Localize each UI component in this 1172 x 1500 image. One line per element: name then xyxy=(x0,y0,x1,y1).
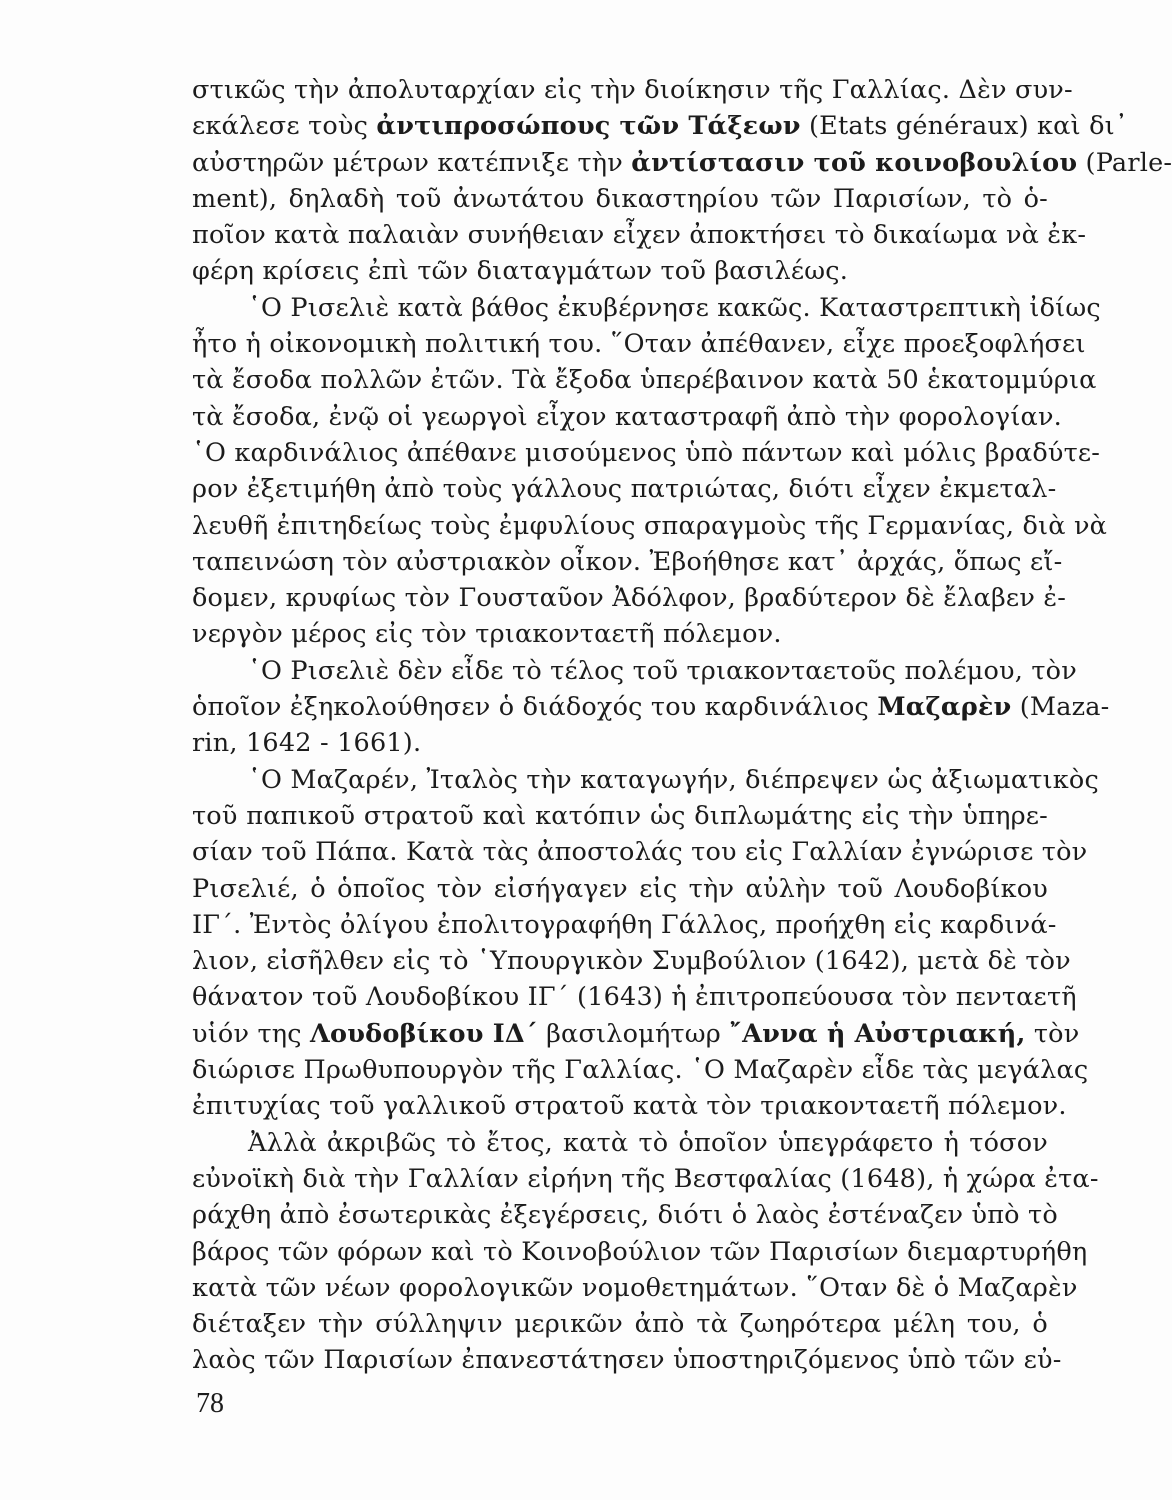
text-line xyxy=(192,181,1048,217)
page-number: 78 xyxy=(196,1388,224,1419)
text-run: στικῶς τὴν ἀπολυταρχίαν εἰς τὴν διοίκησιν τῆς Γαλλίας. Δὲν συν- xyxy=(192,75,1073,105)
text-run: νεργὸν μέρος εἰς τὸν τριακονταετῆ πόλεμον. xyxy=(192,619,782,650)
text-line xyxy=(192,798,1048,834)
text-line xyxy=(192,1052,1089,1088)
text-line xyxy=(192,834,1088,870)
text-run: ῾Ο καρδινάλιος ἀπέθανε μισούμενος ὑπὸ πάντων καὶ μόλις βραδύτε- xyxy=(192,437,1101,468)
text-run: αὐστηρῶν μέτρων κατέπνιξε τὴν xyxy=(192,147,632,178)
text-run: τὰ ἔσοδα πολλῶν ἐτῶν. Τὰ ἔξοδα ὑπερέβαινον κατὰ 50 ἑκατομμύρια xyxy=(192,365,1097,396)
text-run: λευθῆ ἐπιτηδείως τοὺς ἐμφυλίους σπαραγμοὺς τῆς Γερμανίας, διὰ νὰ xyxy=(192,510,1108,541)
text-run: θάνατον τοῦ Λουδοβίκου ΙΓ΄ (1643) ἡ ἐπιτροπεύουσα τὸν πενταετῆ xyxy=(192,982,1077,1013)
text-line xyxy=(192,907,1057,943)
text-line xyxy=(192,471,1057,507)
text-line xyxy=(192,725,1048,761)
text-run: (Maza- xyxy=(1011,692,1110,723)
text-line xyxy=(192,871,1048,907)
text-run: ράχθη ἀπὸ ἐσωτερικὰς ἐξεγέρσεις, διότι ὁ λαὸς ἐστέναζεν ὑπὸ τὸ xyxy=(192,1200,1058,1231)
bold-term: Λουδοβίκου ΙΔ΄ xyxy=(310,1018,538,1049)
text-line xyxy=(192,689,1110,725)
bold-term: ῎Αννα ἡ Αὐστριακή, xyxy=(729,1018,1026,1049)
text-run: (Parle- xyxy=(1077,147,1172,178)
text-line xyxy=(192,508,1108,544)
text-line xyxy=(192,1197,1058,1233)
text-run: λιον, εἰσῆλθεν εἰς τὸ ῾Υπουργικὸν Συμβούλιον (1642), μετὰ δὲ τὸν xyxy=(192,946,1071,977)
text-run: ποῖον κατὰ παλαιὰν συνήθειαν εἶχεν ἀποκτήσει τὸ δικαίωμα νὰ ἐκ- xyxy=(192,220,1087,251)
body-text xyxy=(192,72,1172,1379)
text-line xyxy=(192,762,1099,798)
bold-term: ἀντίστασιν τοῦ κοινοβουλίου xyxy=(631,147,1078,178)
text-run: βάρος τῶν φόρων καὶ τὸ Κοινοβούλιον τῶν Παρισίων διεμαρτυρήθη xyxy=(192,1236,1088,1267)
text-line xyxy=(192,979,1077,1015)
text-line xyxy=(192,145,1172,181)
text-line xyxy=(192,1306,1048,1342)
text-line xyxy=(192,435,1101,471)
text-line xyxy=(192,1234,1088,1270)
text-line xyxy=(192,108,1128,144)
text-run: διέταξεν τὴν σύλληψιν μερικῶν ἀπὸ τὰ ζωηρότερα μέλη του, ὁ xyxy=(192,1309,1048,1340)
bold-term: Μαζαρὲν xyxy=(877,692,1012,723)
text-line xyxy=(192,943,1071,979)
text-run: υἱόν της xyxy=(192,1018,311,1049)
text-line xyxy=(192,1088,1067,1124)
text-line xyxy=(192,253,1048,289)
text-run: ὁποῖον ἐξηκολούθησεν ὁ διάδοχός του καρδινάλιος xyxy=(192,692,878,723)
text-run: ῾Ο Ρισελιὲ δὲν εἶδε τὸ τέλος τοῦ τριακονταετοῦς πολέμου, τὸν xyxy=(248,655,1077,686)
text-run: (Etats généraux) καὶ δι᾽ xyxy=(800,111,1128,142)
text-line xyxy=(192,580,1067,616)
text-run: φέρη κρίσεις ἐπὶ τῶν διαταγμάτων τοῦ βασιλέως. xyxy=(192,256,849,287)
text-line xyxy=(192,544,1063,580)
text-run: εὐνοϊκὴ διὰ τὴν Γαλλίαν εἰρήνη τῆς Βεστφαλίας (1648), ἡ χώρα ἐτα- xyxy=(192,1163,1099,1194)
text-line xyxy=(192,1161,1099,1197)
text-run: τὸν xyxy=(1025,1018,1080,1049)
text-run: κατὰ τῶν νέων φορολογικῶν νομοθετημάτων. ῞Οταν δὲ ὁ Μαζαρὲν xyxy=(192,1272,1078,1303)
text-line xyxy=(192,362,1097,398)
text-run: ment), δηλαδὴ τοῦ ἀνωτάτου δικαστηρίου τῶν Παρισίων, τὸ ὁ- xyxy=(192,183,1048,214)
text-run: rin, 1642 - 1661). xyxy=(192,728,422,759)
text-run: τὰ ἔσοδα, ἐνῷ οἱ γεωργοὶ εἶχον καταστραφῆ ἀπὸ τὴν φορολογίαν. xyxy=(192,401,1062,432)
text-line xyxy=(192,1125,1048,1161)
text-line xyxy=(192,72,1073,108)
bold-term: ἀντιπροσώπους τῶν Τάξεων xyxy=(376,111,801,142)
text-run: Ρισελιέ, ὁ ὁποῖος τὸν εἰσήγαγεν εἰς τὴν αὐλὴν τοῦ Λουδοβίκου xyxy=(192,873,1048,904)
text-run: ΙΓ΄. Ἐντὸς ὀλίγου ἐπολιτογραφήθη Γάλλος, προήχθη εἰς καρδινά- xyxy=(192,909,1057,940)
text-run: ρον ἐξετιμήθη ἀπὸ τοὺς γάλλους πατριώτας, διότι εἶχεν ἐκμεταλ- xyxy=(192,474,1057,505)
text-run: τοῦ παπικοῦ στρατοῦ καὶ κατόπιν ὡς διπλωμάτης εἰς τὴν ὑπηρε- xyxy=(192,800,1048,831)
text-run: λαὸς τῶν Παρισίων ἐπανεστάτησεν ὑποστηριζόμενος ὑπὸ τῶν εὐ- xyxy=(192,1345,1062,1376)
text-line xyxy=(192,616,1048,652)
text-run: ἐπιτυχίας τοῦ γαλλικοῦ στρατοῦ κατὰ τὸν τριακονταετῆ πόλεμον. xyxy=(192,1091,1067,1122)
text-run: ῾Ο Μαζαρέν, Ἰταλὸς τὴν καταγωγήν, διέπρεψεν ὡς ἀξιωματικὸς xyxy=(248,764,1099,795)
text-line xyxy=(192,399,1062,435)
text-run: εκάλεσε τοὺς xyxy=(192,111,377,142)
text-run: δομεν, κρυφίως τὸν Γουσταῦον Ἀδόλφον, βραδύτερον δὲ ἔλαβεν ἐ- xyxy=(192,583,1067,614)
text-line xyxy=(192,1016,1080,1052)
text-line xyxy=(192,653,1077,689)
text-run: Ἀλλὰ ἀκριβῶς τὸ ἔτος, κατὰ τὸ ὁποῖον ὑπεγράφετο ἡ τόσον xyxy=(248,1127,1048,1158)
text-line xyxy=(192,1270,1078,1306)
text-run: ταπεινώση τὸν αὐστριακὸν οἶκον. Ἐβοήθησε κατ᾽ ἀρχάς, ὅπως εἴ- xyxy=(192,546,1063,577)
text-run: ῾Ο Ρισελιὲ κατὰ βάθος ἐκυβέρνησε κακῶς. Καταστρεπτικὴ ἰδίως xyxy=(248,292,1101,323)
text-run: διώρισε Πρωθυπουργὸν τῆς Γαλλίας. ῾Ο Μαζαρὲν εἶδε τὰς μεγάλας xyxy=(192,1055,1089,1086)
text-line xyxy=(192,326,1086,362)
text-line xyxy=(192,1342,1062,1378)
text-run: σίαν τοῦ Πάπα. Κατὰ τὰς ἀποστολάς του εἰς Γαλλίαν ἐγνώρισε τὸν xyxy=(192,837,1088,868)
text-line xyxy=(192,217,1087,253)
text-line xyxy=(192,290,1101,326)
text-run: ἦτο ἡ οἰκονομικὴ πολιτική του. ῞Οταν ἀπέθανεν, εἶχε προεξοφλήσει xyxy=(192,329,1086,360)
text-run: βασιλομήτωρ xyxy=(537,1018,730,1049)
